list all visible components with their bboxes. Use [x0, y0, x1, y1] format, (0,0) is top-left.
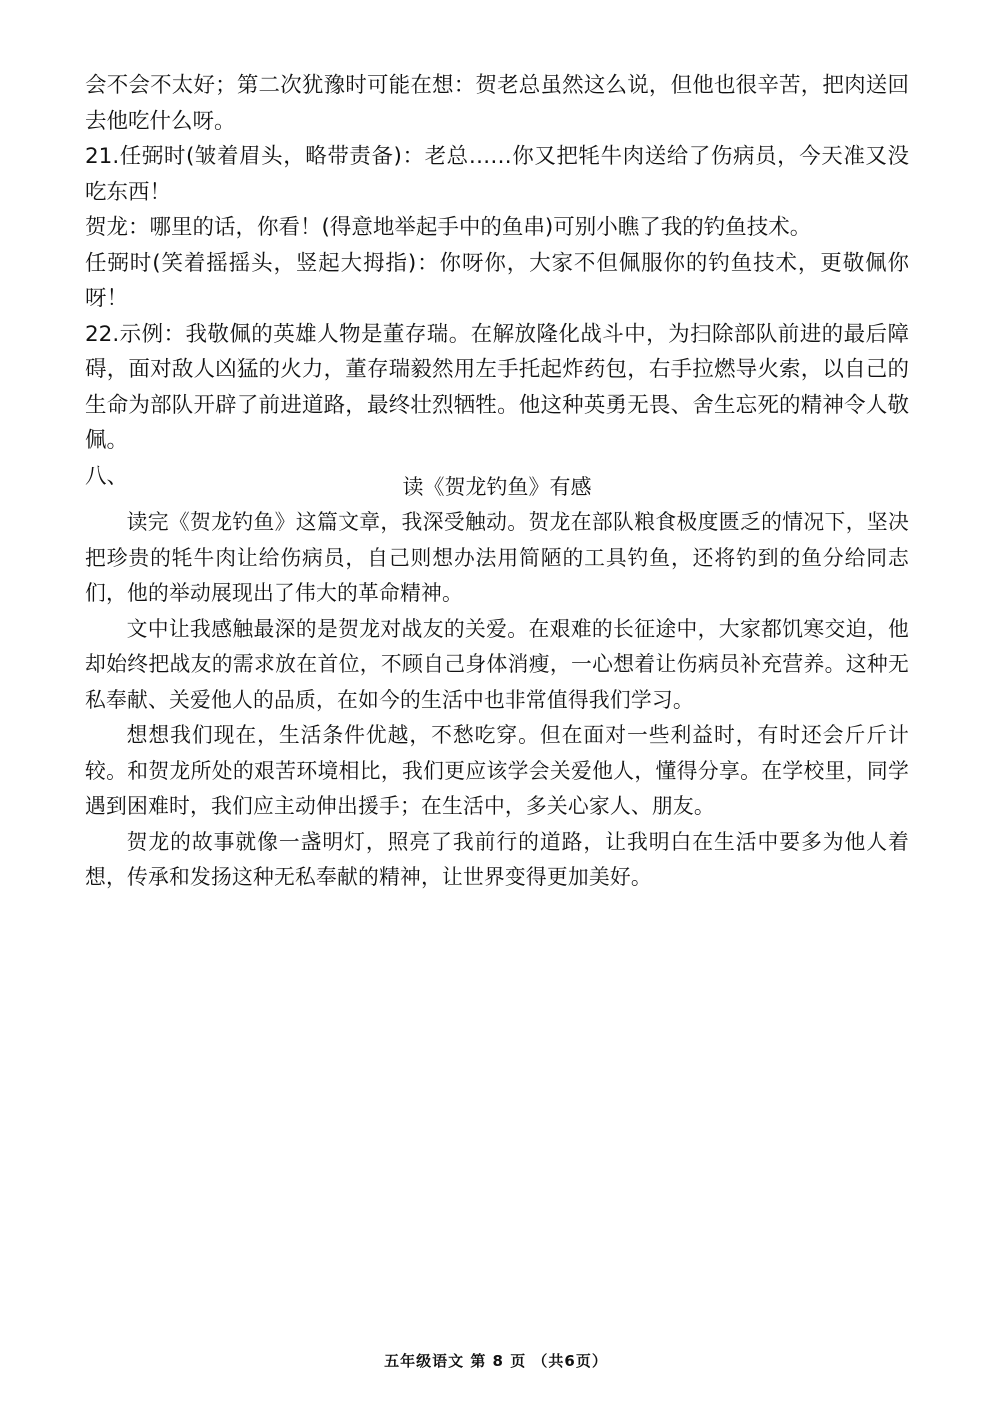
answer-content: [85, 68, 909, 889]
answer-21-line-2: 贺龙：哪里的话，你看！(得意地举起手中的鱼串)可别小瞧了我的钓鱼技术。: [85, 215, 812, 240]
essay-title: 读《贺龙钓鱼》有感: [402, 475, 592, 499]
essay-paragraph-3: 想想我们现在，生活条件优越，不愁吃穿。但在面对一些利益时，有时还会斤斤计较。和贺龙所处的艰苦环境相比，我们更应该学会关爱他人，懂得分享。在学校里，同学遇到困难时，我们应主动伸出援手；在生活中，多关心家人、朋友。: [85, 723, 909, 818]
answer-21-line-3: 任弼时(笑着摇摇头，竖起大拇指)：你呀你，大家不但佩服你的钓鱼技术，更敬佩你呀！: [85, 250, 909, 311]
essay-body: [85, 505, 909, 896]
section-eight-heading: 八、: [85, 463, 129, 489]
answer-20-continuation: 会不会不太好；第二次犹豫时可能在想：贺老总虽然这么说，但他也很辛苦，把肉送回去他吃什么呀。: [85, 73, 909, 134]
essay-paragraph-2: 文中让我感触最深的是贺龙对战友的关爱。在艰难的长征途中，大家都饥寒交迫，他却始终把战友的需求放在首位，不顾自己身体消瘦，一心想着让伤病员补充营养。这种无私奉献、关爱他人的品质，在如今的生活中也非常值得我们学习。: [85, 616, 909, 712]
essay-paragraph-1: 读完《贺龙钓鱼》这篇文章，我深受触动。贺龙在部队粮食极度匮乏的情况下，坚决把珍贵的牦牛肉让给伤病员，自己则想办法用简陋的工具钓鱼，还将钓到的鱼分给同志们，他的举动展现出了伟大的革命精神。: [85, 510, 909, 605]
answer-21-line-1: 21.任弼时(皱着眉头，略带责备)：老总……你又把牦牛肉送给了伤病员，今天准又没吃东西！: [85, 144, 909, 205]
page-footer: 五年级语文 第 8 页 （共6页）: [384, 1352, 608, 1370]
essay-paragraph-4: 贺龙的故事就像一盏明灯，照亮了我前行的道路，让我明白在生活中要多为他人着想，传承和发扬这种无私奉献的精神，让世界变得更加美好。: [85, 829, 909, 889]
answer-22: 22.示例：我敬佩的英雄人物是董存瑞。在解放隆化战斗中，为扫除部队前进的最后障碍，面对敌人凶猛的火力，董存瑞毅然用左手托起炸药包，右手拉燃导火索，以自己的生命为部队开辟了前进道路，最终壮烈牺牲。他这种英勇无畏、舍生忘死的精神令人敬佩。: [85, 321, 909, 453]
